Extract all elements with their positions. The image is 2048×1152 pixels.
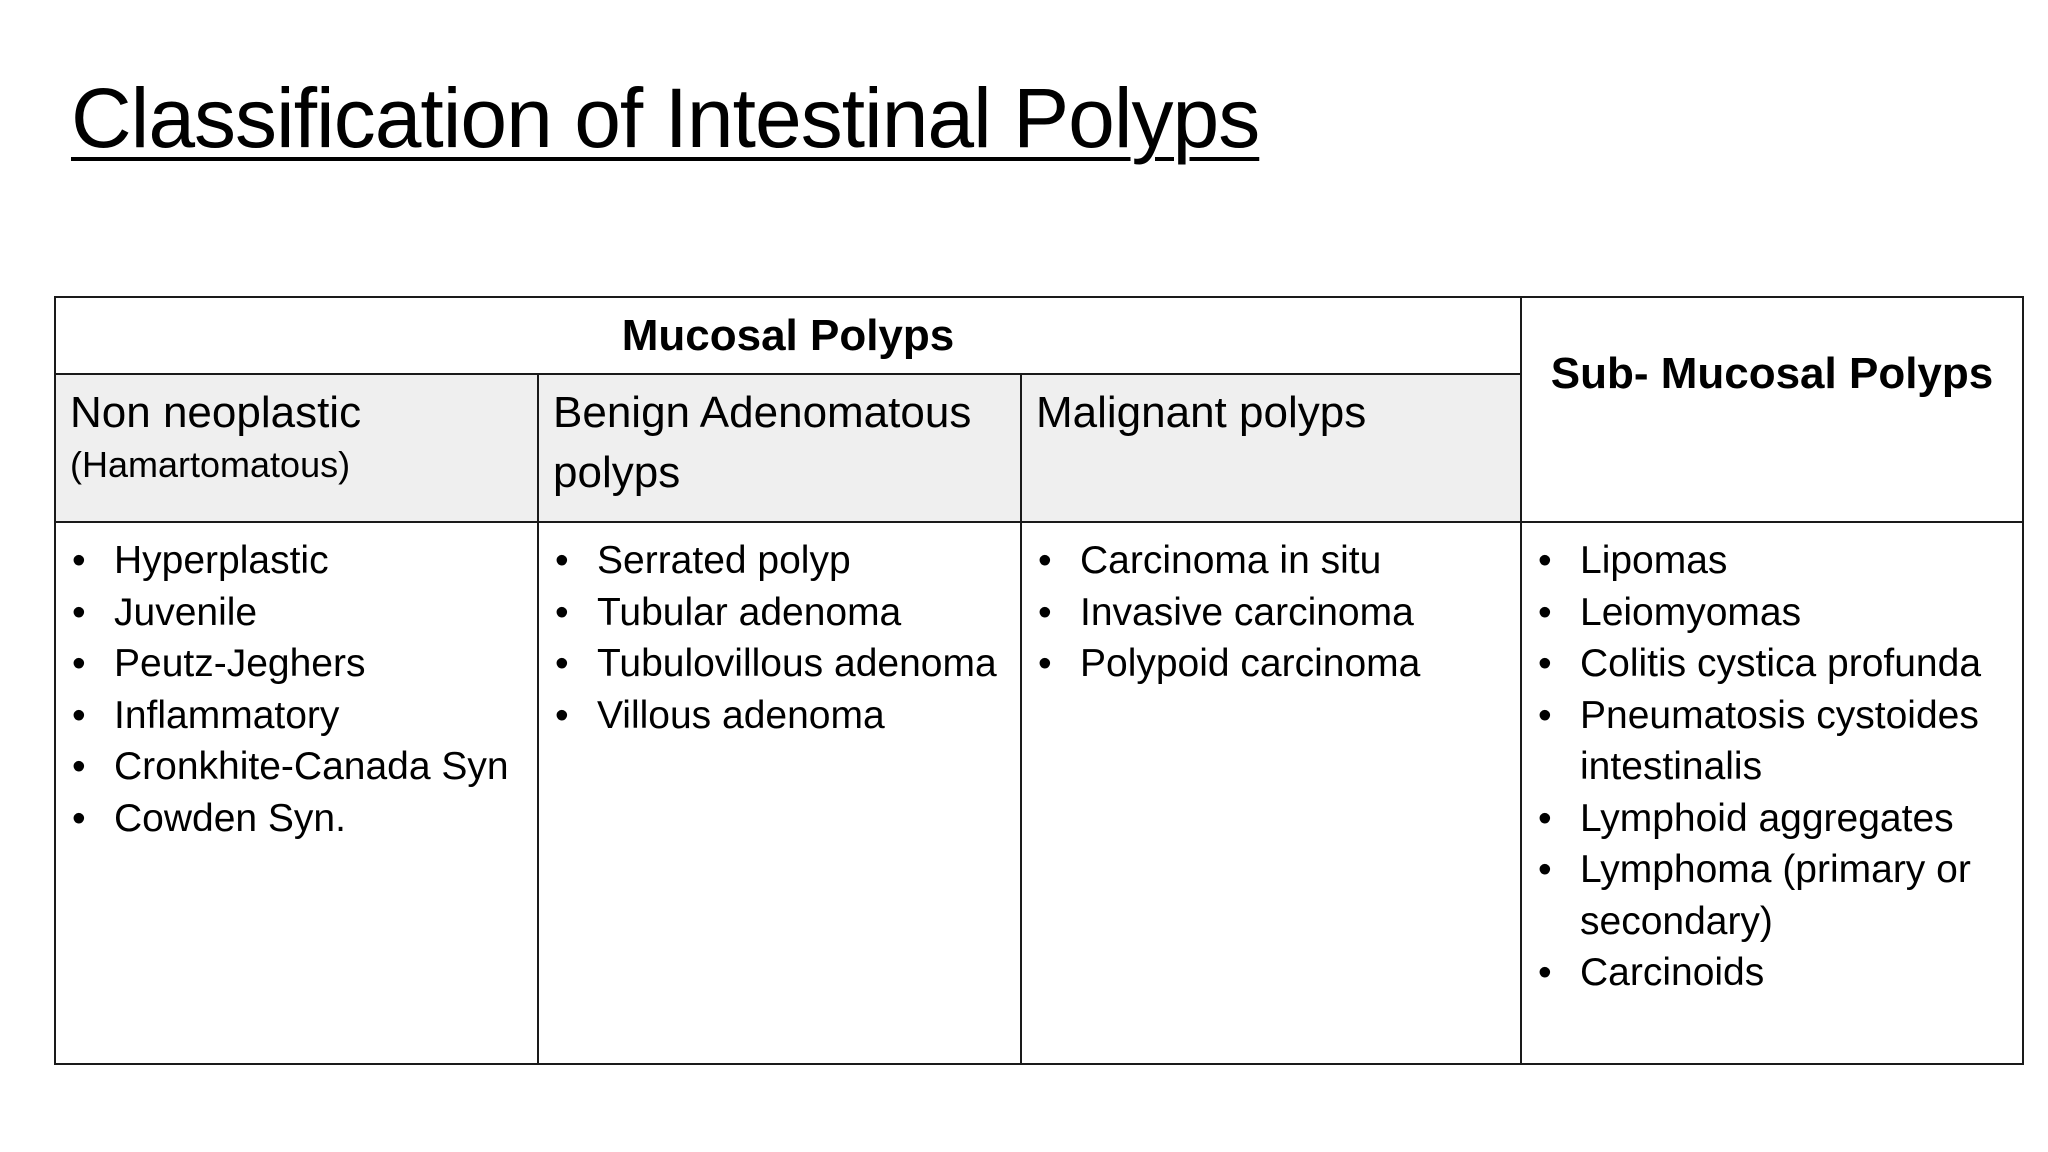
list-item-text: Inflammatory: [114, 693, 340, 737]
list-item-text: Colitis cystica profunda: [1580, 642, 1982, 685]
column-header-benign-adenomatous: [538, 374, 1021, 522]
list-item: [1532, 535, 2012, 587]
list-item: [66, 638, 527, 690]
list-item: [1032, 587, 1510, 639]
malignant-cell: [1021, 522, 1521, 1064]
list-item-text: Juvenile: [114, 590, 258, 634]
list-item-text: Tubular adenoma: [597, 590, 902, 634]
mucosal-polyps-header: Mucosal Polyps: [55, 297, 1521, 374]
column-header-non-neoplastic: [55, 374, 538, 522]
list-item-text: Carcinoma in situ: [1080, 539, 1382, 582]
page-title: Classification of Intestinal Polyps: [71, 71, 1260, 165]
list-item-text: Cronkhite-Canada Syn: [114, 745, 509, 788]
bullet-icon: •: [1538, 539, 1552, 582]
non-neoplastic-cell: [55, 522, 538, 1064]
list-item-text: Lymphoid aggregates: [1580, 796, 1954, 840]
list-item-text: Peutz-Jeghers: [114, 642, 366, 685]
benign-adenomatous-list: [549, 535, 1010, 741]
bullet-icon: •: [1538, 951, 1552, 994]
column-header-note: (Hamartomatous): [70, 444, 351, 485]
column-header-label: Malignant polyps: [1036, 388, 1367, 437]
list-item: [66, 535, 527, 587]
list-item: [1532, 844, 2012, 947]
table-body-row: [55, 522, 2023, 1064]
list-item-text: Hyperplastic: [114, 539, 329, 582]
list-item: [1532, 690, 2012, 793]
list-item: [1532, 947, 2012, 999]
bullet-icon: •: [1538, 642, 1552, 685]
list-item-text: Serrated polyp: [597, 539, 851, 582]
list-item-text: Tubulovillous adenoma: [597, 642, 997, 685]
list-item-text: Villous adenoma: [597, 693, 885, 737]
bullet-icon: •: [1538, 693, 1552, 737]
non-neoplastic-list: [66, 535, 527, 844]
bullet-icon: •: [555, 642, 569, 685]
submucosal-polyps-header: Sub- Mucosal Polyps: [1521, 297, 2023, 522]
column-header-malignant: [1021, 374, 1521, 522]
benign-adenomatous-cell: [538, 522, 1021, 1064]
list-item-text: Invasive carcinoma: [1080, 590, 1414, 634]
bullet-icon: •: [72, 590, 86, 634]
bullet-icon: •: [555, 590, 569, 634]
bullet-icon: •: [1538, 590, 1552, 634]
table-header-row: [55, 297, 2023, 374]
list-item: [66, 587, 527, 639]
malignant-list: [1032, 535, 1510, 690]
list-item: [549, 535, 1010, 587]
submucosal-cell: [1521, 522, 2023, 1064]
bullet-icon: •: [555, 693, 569, 737]
list-item-text: Cowden Syn.: [114, 796, 346, 840]
bullet-icon: •: [1538, 848, 1552, 891]
list-item: [66, 793, 527, 845]
list-item: [549, 638, 1010, 690]
bullet-icon: •: [72, 539, 86, 582]
bullet-icon: •: [1038, 642, 1052, 685]
list-item-text: Pneumatosis cystoides intestinalis: [1580, 693, 1979, 788]
bullet-icon: •: [72, 642, 86, 685]
bullet-icon: •: [1538, 796, 1552, 840]
list-item: [1532, 638, 2012, 690]
bullet-icon: •: [1038, 539, 1052, 582]
bullet-icon: •: [72, 745, 86, 788]
bullet-icon: •: [72, 693, 86, 737]
column-header-label: Non neoplastic: [70, 388, 362, 437]
polyp-classification-table: [54, 296, 2024, 1065]
list-item: [1032, 535, 1510, 587]
column-header-label: Benign Adenomatous polyps: [553, 388, 972, 497]
submucosal-list: [1532, 535, 2012, 999]
list-item: [549, 587, 1010, 639]
bullet-icon: •: [72, 796, 86, 840]
list-item-text: Lipomas: [1580, 539, 1728, 582]
bullet-icon: •: [1038, 590, 1052, 634]
list-item: [1532, 587, 2012, 639]
list-item-text: Leiomyomas: [1580, 590, 1802, 634]
list-item-text: Lymphoma (primary or secondary): [1580, 848, 1971, 943]
list-item-text: Polypoid carcinoma: [1080, 642, 1421, 685]
list-item: [549, 690, 1010, 742]
list-item: [1032, 638, 1510, 690]
list-item: [66, 690, 527, 742]
bullet-icon: •: [555, 539, 569, 582]
list-item: [66, 741, 527, 793]
list-item-text: Carcinoids: [1580, 951, 1765, 994]
list-item: [1532, 793, 2012, 845]
